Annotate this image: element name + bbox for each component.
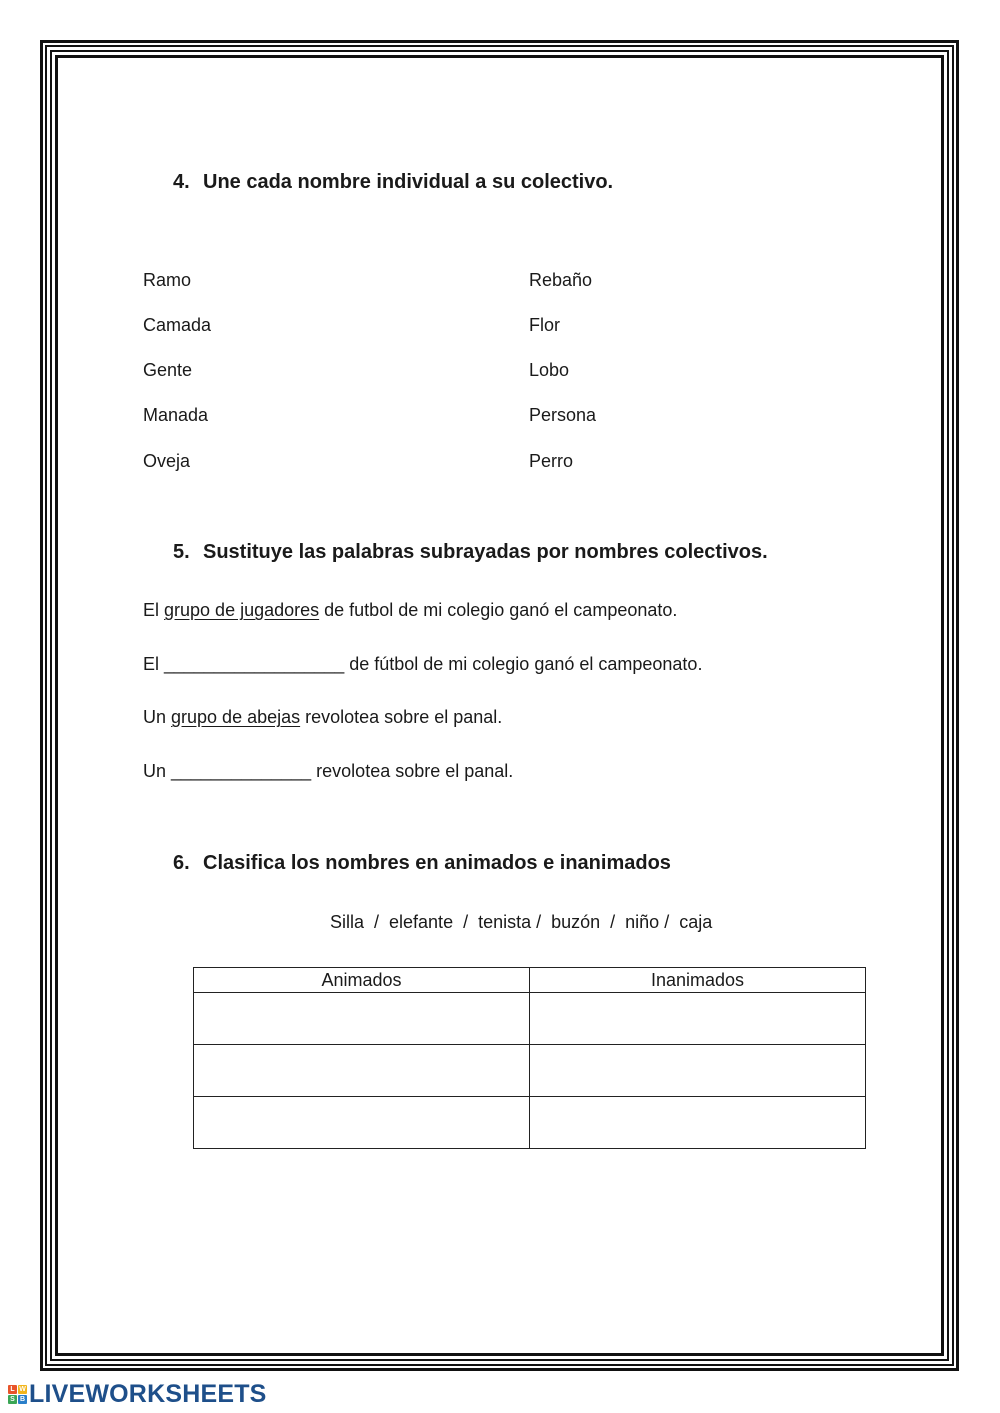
sentence-text: de futbol de mi colegio ganó el campeonato.: [319, 600, 678, 620]
table-row: [194, 1097, 866, 1149]
logo-letter: B: [19, 1395, 26, 1403]
table-row: [194, 993, 866, 1045]
table-cell-animado[interactable]: [194, 1045, 530, 1097]
table-header-row: [194, 968, 866, 993]
fill-blank-sentence-2[interactable]: Un ______________ revolotea sobre el panal.: [143, 761, 514, 781]
page-border-inner: [55, 55, 944, 1356]
match-left-item[interactable]: Manada: [143, 405, 209, 425]
table-row: [194, 1045, 866, 1097]
sentence-text: El: [143, 600, 165, 620]
logo-letter: W: [19, 1385, 26, 1393]
brand-name: LIVEWORKSHEETS: [29, 1379, 267, 1408]
liveworksheets-logo[interactable]: [8, 1380, 267, 1408]
match-left-item[interactable]: Gente: [143, 360, 193, 380]
match-right-item[interactable]: Rebaño: [529, 270, 593, 290]
sentence-text: revolotea sobre el panal.: [300, 707, 503, 727]
column-header-inanimados: Inanimados: [530, 968, 866, 993]
underlined-phrase: grupo de abejas: [171, 707, 301, 727]
exercise-5-heading: [173, 541, 768, 564]
logo-letter: S: [8, 1395, 17, 1404]
exercise-6-number: 6.: [173, 852, 190, 874]
logo-mark-icon: [8, 1385, 27, 1404]
match-right-item[interactable]: Lobo: [529, 360, 570, 380]
exercise-4-heading: [173, 171, 613, 194]
word-bank: Silla / elefante / tenista / buzón / niño / caja: [330, 912, 713, 932]
fill-blank-sentence-1[interactable]: El __________________ de fútbol de mi colegio ganó el campeonato.: [143, 654, 703, 674]
match-left-item[interactable]: Oveja: [143, 451, 191, 471]
exercise-5-title: Sustituye las palabras subrayadas por nombres colectivos.: [203, 541, 768, 563]
table-cell-inanimado[interactable]: [530, 1097, 866, 1149]
exercise-6-heading: [173, 852, 671, 875]
column-header-animados: Animados: [194, 968, 530, 993]
table-cell-inanimado[interactable]: [530, 993, 866, 1045]
table-cell-inanimado[interactable]: [530, 1045, 866, 1097]
exercise-4-number: 4.: [173, 171, 190, 193]
match-right-item[interactable]: Flor: [529, 315, 560, 335]
match-right-item[interactable]: Persona: [529, 405, 597, 425]
table-cell-animado[interactable]: [194, 993, 530, 1045]
exercise-5-number: 5.: [173, 541, 190, 563]
sentence-text: Un: [143, 707, 172, 727]
exercise-6-title: Clasifica los nombres en animados e inanimados: [203, 852, 671, 874]
match-left-item[interactable]: Camada: [143, 315, 212, 335]
match-left-item[interactable]: Ramo: [143, 270, 192, 290]
underlined-phrase: grupo de jugadores: [164, 600, 320, 620]
exercise-4-title: Une cada nombre individual a su colectivo.: [203, 171, 614, 193]
match-right-item[interactable]: Perro: [529, 451, 574, 471]
example-sentence-2: [143, 707, 502, 728]
classification-table: [193, 967, 866, 1149]
table-cell-animado[interactable]: [194, 1097, 530, 1149]
logo-letter: L: [8, 1385, 17, 1394]
example-sentence-1: [143, 600, 677, 621]
